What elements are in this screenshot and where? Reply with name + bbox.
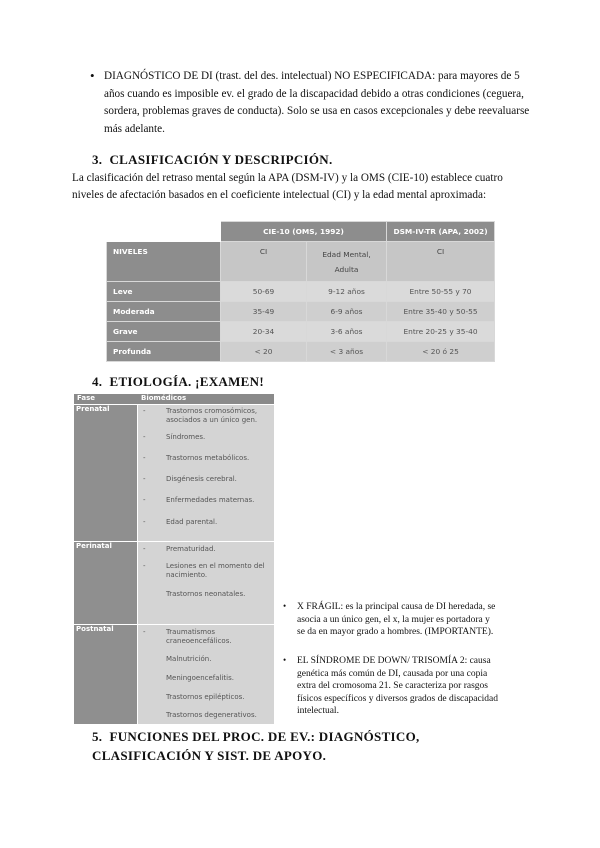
header-fase: Fase [77, 394, 96, 402]
header-dsm: DSM-IV-TR (APA, 2002) [387, 222, 495, 242]
down-syndrome-bullet: EL SÍNDROME DE DOWN/ TRISOMÍA 2: causa genética más común de DI, causada por una copia extra del cromosoma 21. Se caracteriza por rasgos físicos específicos y diversos grados de discapacidad intelectual. [297, 656, 499, 716]
table-row [107, 342, 495, 362]
phase-perinatal-items: - Prematuridad. - Lesiones en el momento del nacimiento. Trastornos neonatales. [138, 542, 274, 624]
row-dsm: < 20 ó 25 [387, 342, 495, 362]
header-biomedicos: Biomédicos [141, 394, 187, 402]
row-edad: 6-9 años [307, 302, 387, 322]
etiology-header [74, 394, 274, 404]
row-ci: 35-49 [221, 302, 307, 322]
table-corner [107, 222, 221, 242]
sub-ci: CI [221, 242, 307, 282]
table-row [107, 302, 495, 322]
phase-postnatal-items: - Traumatismos craneoencefálicos. Malnutrición. Meningoencefalitis. Trastornos epilépticos. Trastornos degenerativos. [138, 625, 274, 724]
section-3-heading [92, 152, 333, 168]
section-title: FUNCIONES DEL PROC. DE EV.: DIAGNÓSTICO, CLASIFICACIÓN Y SIST. DE APOYO. [92, 729, 420, 763]
row-nivel: Profunda [107, 342, 221, 362]
row-nivel: Grave [107, 322, 221, 342]
row-edad: < 3 años [307, 342, 387, 362]
row-edad: 3-6 años [307, 322, 387, 342]
row-nivel: Leve [107, 282, 221, 302]
x-fragil-bullet: X FRÁGIL: es la principal causa de DI heredada, se asocia a un único gen, el x, la mujer es portadora y se da en mayor grado a hombres. (IMPORTANTE). [297, 602, 496, 637]
table-row [107, 322, 495, 342]
section-number: 3. [92, 152, 103, 167]
section-title: ETIOLOGÍA. ¡EXAMEN! [109, 374, 264, 389]
bullet-symbol: • [283, 601, 287, 611]
phase-prenatal: Prenatal [74, 405, 137, 541]
phase-prenatal-items: - Trastornos cromosómicos, asociados a un único gen. - Síndromes. - Trastornos metabólicos. - Disgénesis cerebral. - Enfermedades maternas. - Edad parental. [138, 405, 274, 541]
row-edad: 9-12 años [307, 282, 387, 302]
section-number: 4. [92, 374, 103, 389]
row-dsm: Entre 50-55 y 70 [387, 282, 495, 302]
row-nivel: Moderada [107, 302, 221, 322]
row-ci: < 20 [221, 342, 307, 362]
etiology-table [74, 394, 274, 724]
row-dsm: Entre 20-25 y 35-40 [387, 322, 495, 342]
section-4-heading [92, 374, 264, 390]
bullet-symbol: • [283, 655, 287, 665]
row-dsm: Entre 35-40 y 50-55 [387, 302, 495, 322]
classification-table [106, 221, 495, 362]
table-row [107, 282, 495, 302]
section-title: CLASIFICACIÓN Y DESCRIPCIÓN. [109, 152, 333, 167]
header-cie: CIE-10 (OMS, 1992) [221, 222, 387, 242]
section-number: 5. [92, 729, 103, 744]
row-ci: 50-69 [221, 282, 307, 302]
row-ci: 20-34 [221, 322, 307, 342]
niveles-label: NIVELES [107, 242, 221, 282]
section-3-paragraph: La clasificación del retraso mental según la APA (DSM-IV) y la OMS (CIE-10) establece cuatro niveles de afectación basados en el coeficiente intelectual (CI) y la edad mental aproximada: [72, 172, 503, 201]
phase-postnatal: Postnatal [74, 625, 137, 724]
section-5-heading [92, 727, 532, 765]
sub-edad: Edad Mental, Adulta [307, 242, 387, 282]
intro-bullet-text: DIAGNÓSTICO DE DI (trast. del des. intelectual) NO ESPECIFICADA: para mayores de 5 años cuando es imposible ev. el grado de la discapacidad debido a otras condiciones (ceguera, sordera, problemas graves de conducta). Solo se usa en casos excepcionales y debe reevaluarse más adelante. [104, 70, 530, 135]
phase-perinatal: Perinatal [74, 542, 137, 624]
sub-ci-dsm: CI [387, 242, 495, 282]
bullet-symbol: • [90, 68, 95, 83]
